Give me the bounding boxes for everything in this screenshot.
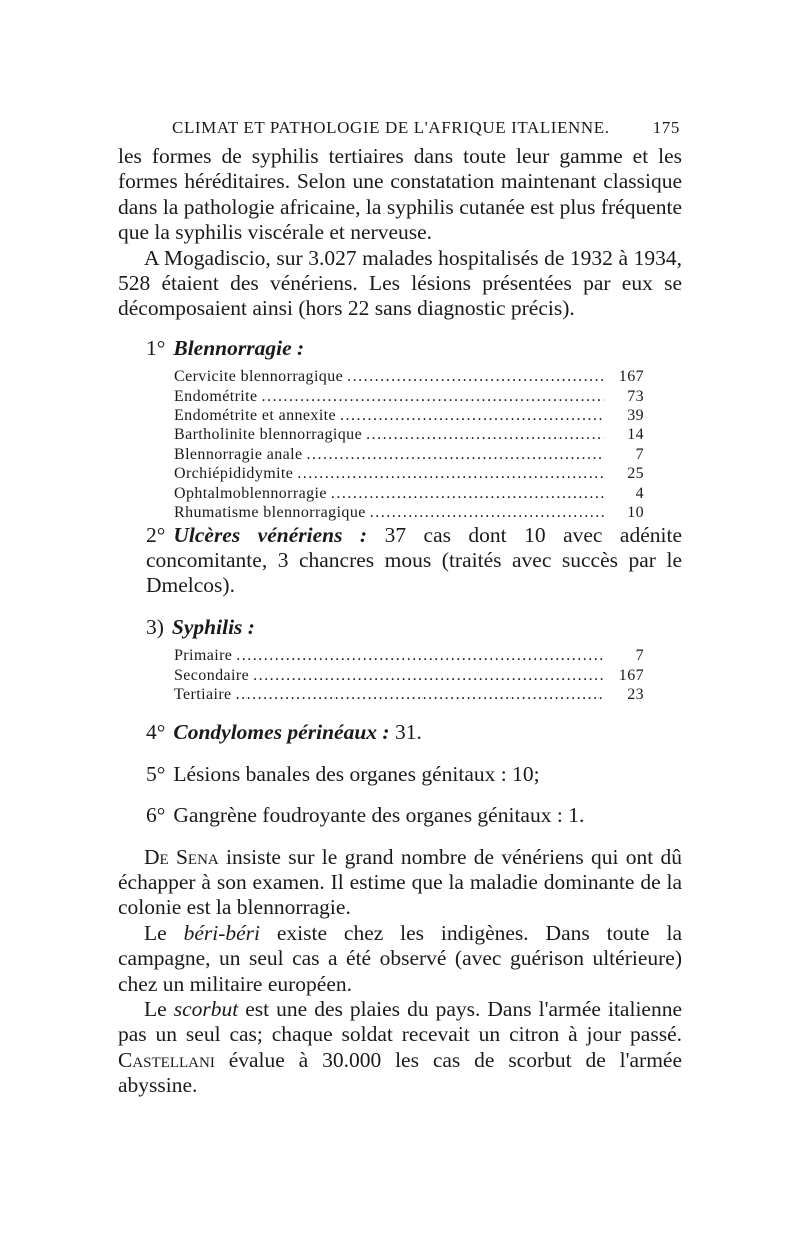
row-label: Bartholinite blennorragique [174,426,363,444]
row-value: 73 [627,387,644,405]
blennorragie-table [174,367,644,522]
row-label: Ophtalmoblennorragie [174,484,327,502]
row-value: 167 [618,368,644,386]
row-value: 10 [627,504,644,522]
dot-leader [297,464,604,483]
row-label: Rhumatisme blennorragique [174,504,366,522]
row-value: 14 [627,426,644,444]
dot-leader [366,425,604,444]
section-text: 37 cas dont 10 avec adénite concomitante, 3 chancres mous (traités avec succès par le Dmelcos). [146,522,682,598]
table-row [174,503,644,522]
section-gangrene [118,803,682,828]
syphilis-table [174,646,644,704]
dot-leader [370,503,604,522]
paragraph-1: les formes de syphilis tertiaires dans toute leur gamme et les formes héréditaires. Selon une constatation maintenant classique dans la pathologie africaine, la syphilis cutanée est plus fréquente que la syphilis viscérale et nerveuse. [118,144,682,245]
paragraph-text: existe chez les indigènes. Dans toute la campagne, un seul cas a été observé (avec guérison ultérieure) chez un militaire européen. [118,920,682,996]
section-text: 31. [394,720,422,745]
paragraph-lead: Le [144,997,167,1021]
table-row [174,685,644,704]
section-number: 4° [146,720,166,745]
dot-leader [236,646,604,665]
section-title: Blennorragie : [173,335,305,360]
section-title: Ulcères vénériens : [173,522,368,547]
dot-leader [306,445,604,464]
row-label: Tertiaire [174,685,232,703]
table-row [174,387,644,406]
section-text: Lésions banales des organes génitaux : 10; [173,761,540,786]
table-row [174,666,644,685]
row-label: Cervicite blennorragique [174,368,344,386]
row-value: 39 [627,407,644,425]
disease-term: béri-béri [183,920,260,945]
dot-leader [331,484,604,503]
row-label: Endométrite [174,387,258,405]
row-label: Endométrite et annexite [174,407,337,425]
dot-leader [253,666,604,685]
paragraph-scorbut [118,997,682,1099]
section-number: 1° [146,335,166,360]
author-name: De Sena [144,844,219,869]
paragraph-2: A Mogadiscio, sur 3.027 malades hospitalisés de 1932 à 1934, 528 étaient des vénériens. Les lésions présentées par eux se décomposaient ainsi (hors 22 sans diagnostic précis). [118,245,682,321]
dot-leader [347,367,604,386]
paragraph-text: est une des plaies du pays. Dans l'armée italienne pas un seul cas; chaque soldat recevait un citron à jour passé. [118,997,683,1047]
section-blennorragie [118,336,682,361]
row-label: Orchiépididymite [174,465,294,483]
section-number: 2° [146,522,166,547]
paragraph-beriberi [118,921,682,997]
section-ulceres [118,523,682,599]
table-row [174,646,644,665]
dot-leader [262,387,605,406]
table-row [174,406,644,425]
row-value: 23 [627,685,644,703]
section-text: Gangrène foudroyante des organes génitaux : 1. [173,803,585,828]
running-title: CLIMAT ET PATHOLOGIE DE L'AFRIQUE ITALIENNE. [172,118,610,137]
row-value: 4 [635,484,644,502]
page-number: 175 [652,118,680,137]
section-title: Condylomes périnéaux : [173,720,390,745]
disease-term: scorbut [173,997,239,1021]
table-row [174,484,644,503]
paragraph-de-sena [118,845,682,921]
section-title: Syphilis : [171,614,255,639]
row-value: 167 [618,666,644,684]
body-text [118,144,682,1099]
section-number: 3) [146,614,164,639]
row-value: 25 [627,465,644,483]
section-syphilis [118,615,682,640]
table-row [174,464,644,483]
dot-leader [340,406,604,425]
section-number: 5° [146,761,166,786]
dot-leader [236,685,604,704]
running-header [172,118,680,138]
table-row [174,445,644,464]
row-value: 7 [635,647,644,665]
section-condylomes [118,720,682,745]
section-number: 6° [146,803,166,828]
paragraph-lead: Le [144,920,167,945]
table-row [174,425,644,444]
row-label: Secondaire [174,666,250,684]
row-value: 7 [635,445,644,463]
section-lesions [118,762,682,787]
paragraph-text: insiste sur le grand nombre de vénériens qui ont dû échapper à son examen. Il estime que la maladie dominante de la colonie est la blennorragie. [118,844,682,920]
table-row [174,367,644,386]
author-name: Castellani [118,1047,215,1072]
row-label: Blennorragie anale [174,445,303,463]
row-label: Primaire [174,647,233,665]
paragraph-text: évalue à 30.000 les cas de scorbut de l'armée abyssine. [118,1047,683,1098]
